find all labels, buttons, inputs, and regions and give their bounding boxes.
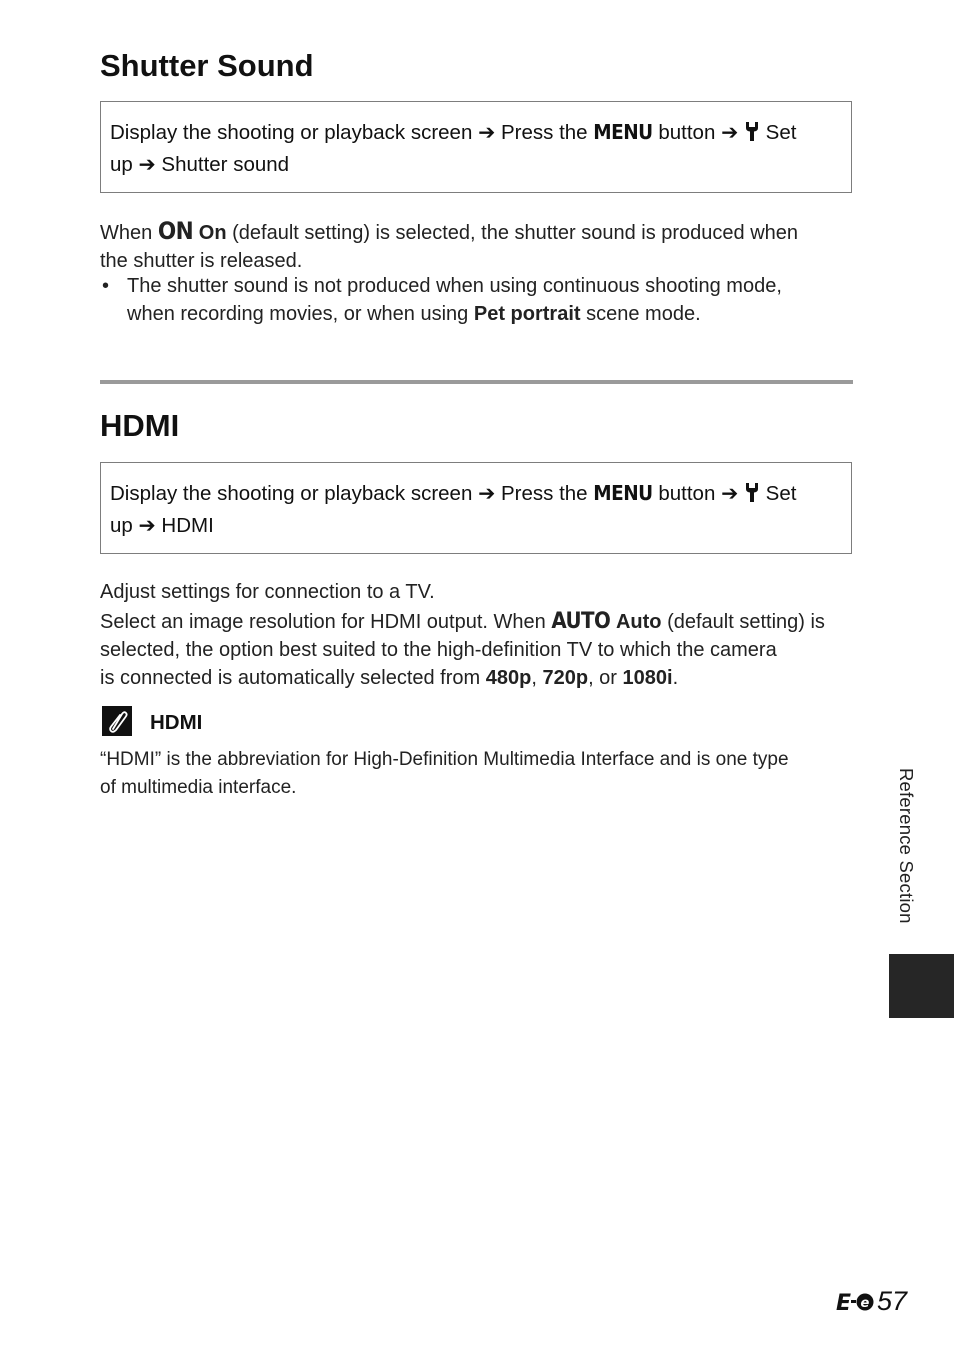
hdmi-intro: Adjust settings for connection to a TV.	[100, 581, 435, 603]
wrench-icon	[744, 482, 760, 503]
arrow-right-icon: ➔	[138, 514, 156, 537]
svg-text:e: e	[860, 1295, 870, 1311]
reference-section-icon	[836, 1291, 874, 1313]
menu-button-icon: MENU	[593, 120, 653, 144]
bullet-dot: •	[102, 275, 110, 297]
on-glyph-icon: ON	[157, 217, 194, 245]
wrench-icon	[744, 121, 760, 142]
shutter-sound-bullet: • The shutter sound is not produced when using continuous shooting mode, when recording movies, or when using Pet portrait scene mode.	[100, 272, 855, 328]
svg-text:E: E	[836, 1290, 852, 1313]
shutter-sound-description: When ON On (default setting) is selected, the shutter sound is produced when the shutter is released.	[100, 217, 799, 272]
note-title: HDMI	[150, 711, 203, 734]
menu-path-line-2: up ➔ Shutter sound	[110, 153, 290, 176]
menu-path-box-hdmi	[100, 462, 852, 554]
auto-glyph-icon: AUTO	[551, 609, 611, 634]
arrow-right-icon: ➔	[478, 121, 496, 144]
menu-path-line-2: up ➔ HDMI	[110, 514, 214, 537]
side-section-tab	[889, 954, 954, 1018]
hdmi-description: Select an image resolution for HDMI output. When AUTO Auto (default setting) is selected, the option best suited to the high-definition TV to which the camera is connected is automatically selected from 480p, 720p, or 1080i.	[100, 609, 825, 689]
note-icon	[102, 706, 132, 736]
page-number: E e 57	[836, 1286, 908, 1316]
note-text: “HDMI” is the abbreviation for High-Definition Multimedia Interface and is one type of multimedia interface.	[100, 749, 789, 798]
side-section-label: Reference Section	[896, 768, 917, 924]
menu-button-icon: MENU	[593, 481, 653, 505]
section-divider	[100, 380, 853, 384]
arrow-right-icon: ➔	[478, 482, 496, 505]
menu-path-line-1: Display the shooting or playback screen ➔ Press the MENU button ➔ Set	[110, 481, 797, 505]
section-title-hdmi: HDMI	[100, 408, 180, 443]
menu-path-box-shutter-sound	[100, 101, 852, 193]
section-title-shutter-sound: Shutter Sound	[100, 48, 314, 83]
menu-path-line-1: Display the shooting or playback screen ➔ Press the MENU button ➔ Set	[110, 120, 797, 144]
arrow-right-icon: ➔	[721, 121, 739, 144]
arrow-right-icon: ➔	[138, 153, 156, 176]
arrow-right-icon: ➔	[721, 482, 739, 505]
